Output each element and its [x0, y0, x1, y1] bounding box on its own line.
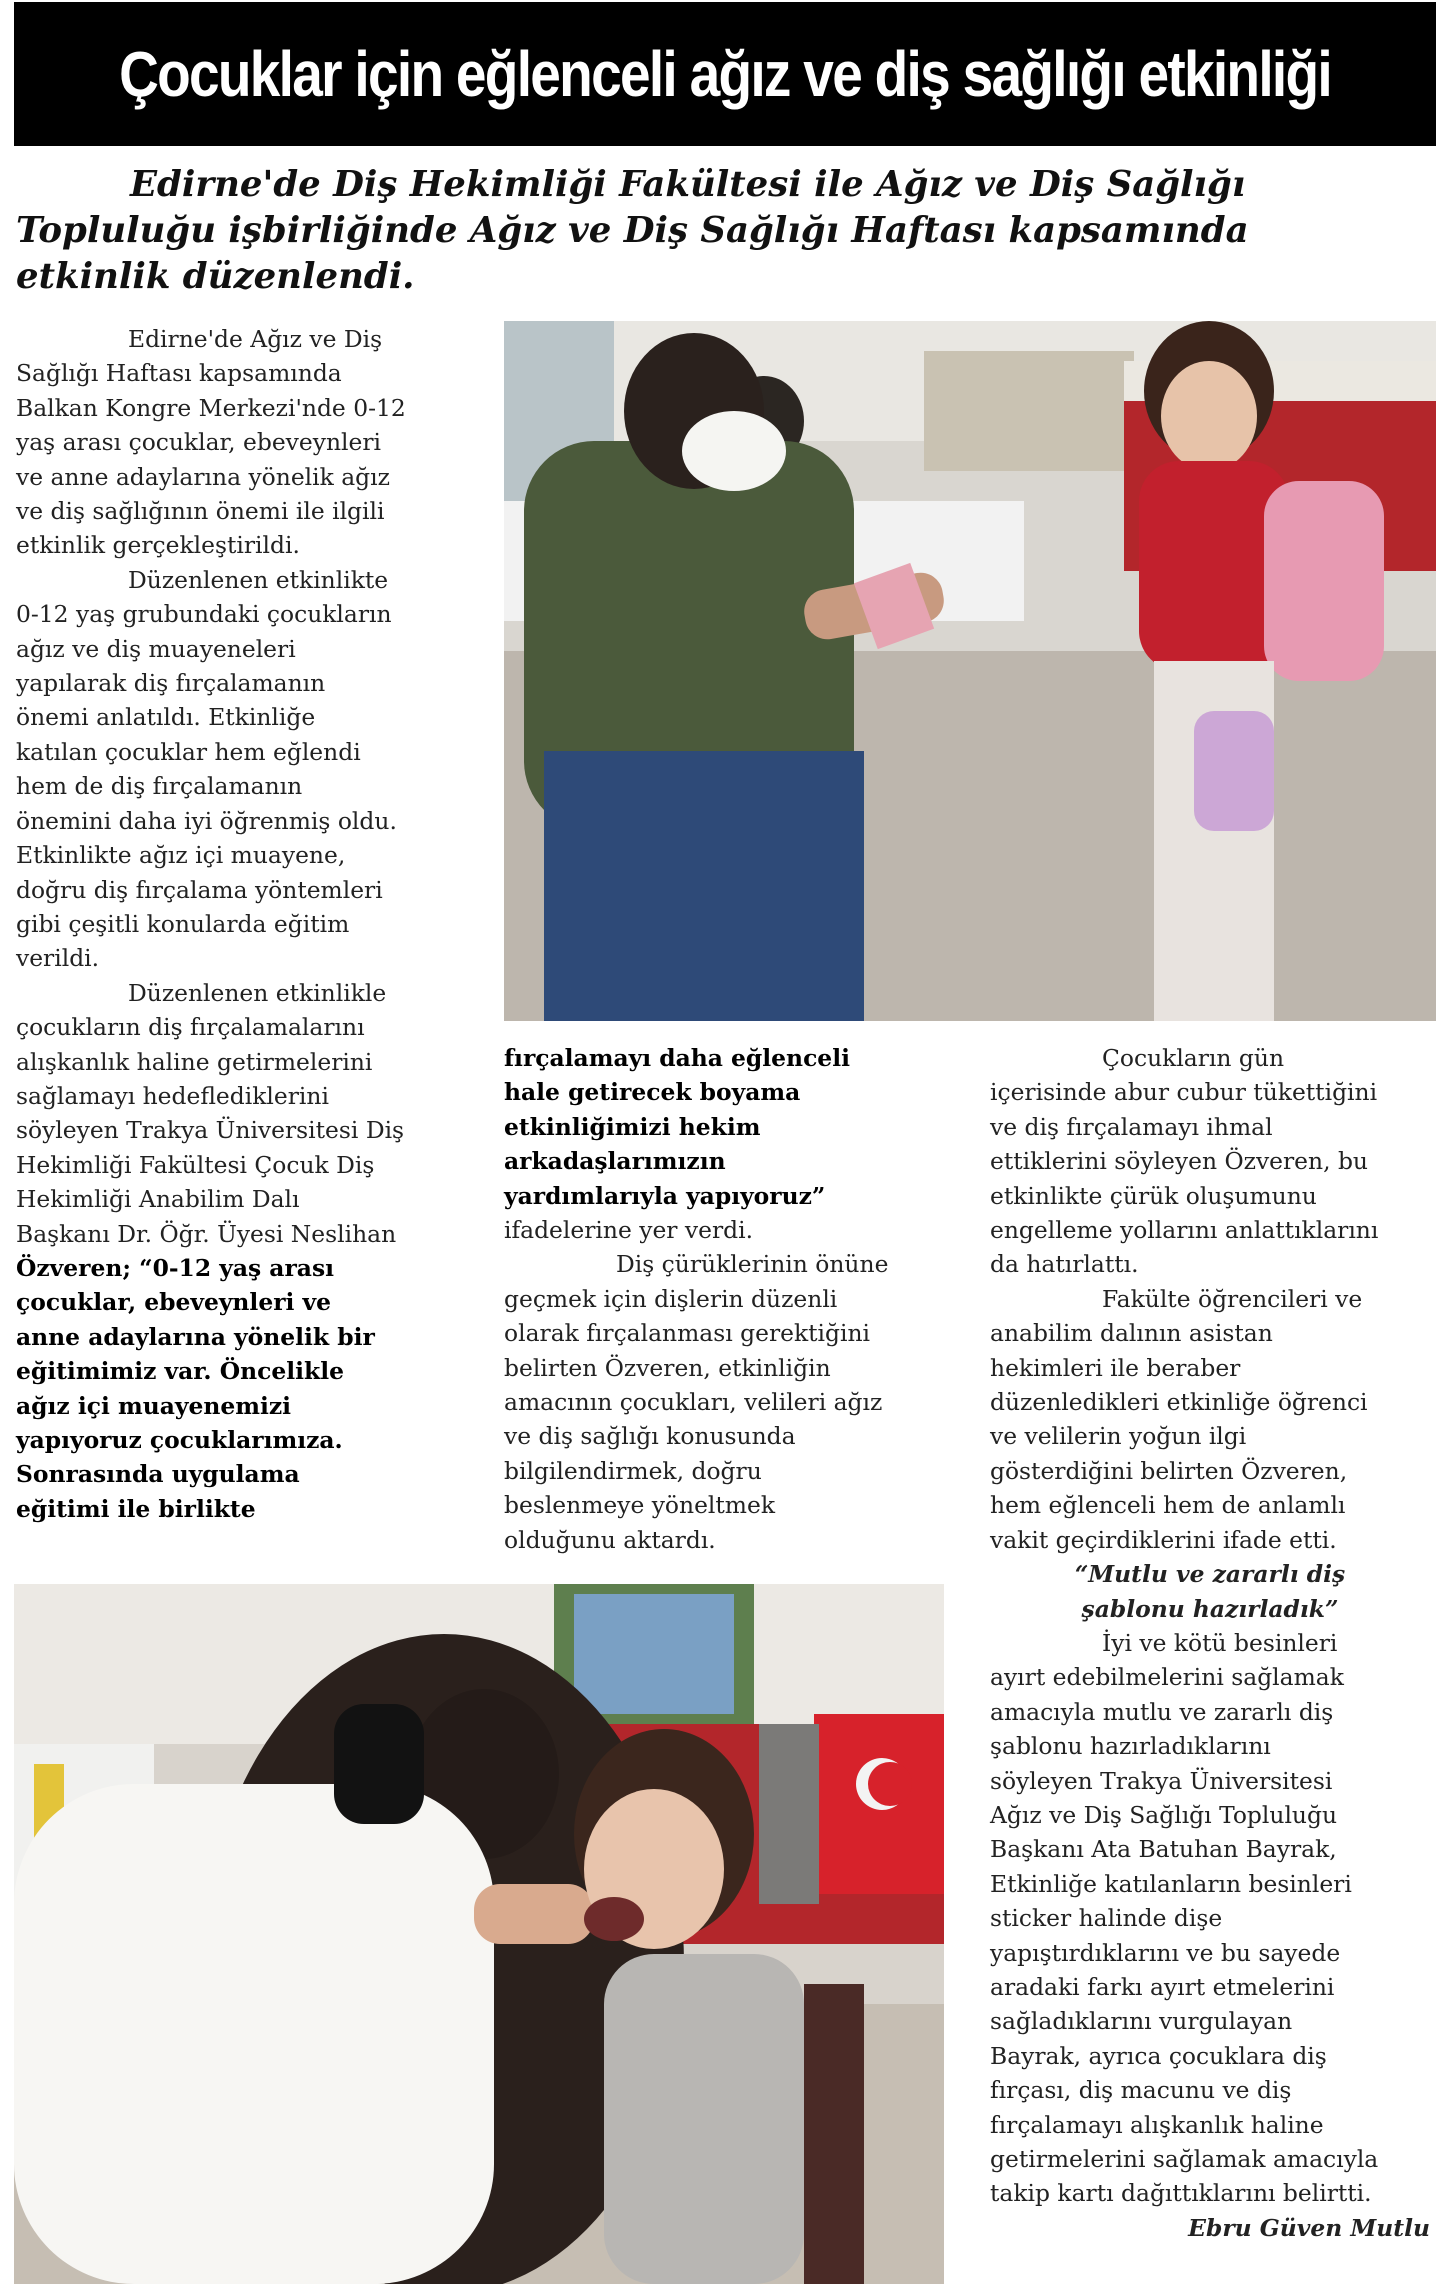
text-line: aradaki farkı ayırt etmelerini [990, 1972, 1335, 2001]
text-line: beslenmeye yöneltmek [504, 1491, 776, 1520]
text-line: önemini daha iyi öğrenmiş oldu. [16, 806, 397, 835]
text-line: Etkinlikte ağız içi muayene, [16, 841, 346, 870]
text-line: Hekimliği Anabilim Dalı [16, 1185, 300, 1214]
text-line: sticker halinde dişe [990, 1904, 1223, 1933]
text-line: gösterdiğini belirten Özveren, [990, 1456, 1348, 1485]
author-byline: Ebru Güven Mutlu [1188, 2213, 1430, 2242]
text-line: yapılarak diş fırçalamanın [16, 669, 326, 698]
text-line: İyi ve kötü besinleri [1102, 1628, 1338, 1657]
article-column-2 [504, 1041, 964, 1557]
text-line: doğru diş fırçalama yöntemleri [16, 875, 383, 904]
text-line: yardımlarıyla yapıyoruz” [504, 1181, 826, 1210]
text-line: Ağız ve Diş Sağlığı Topluluğu [990, 1800, 1338, 1829]
text-line: fırçalamayı alışkanlık haline [990, 2110, 1324, 2139]
text-line: hale getirecek boyama [504, 1078, 801, 1107]
text-line: alışkanlık haline getirmelerini [16, 1047, 373, 1076]
lead-line: etkinlik düzenlendi. [16, 256, 415, 297]
text-line: anne adaylarına yönelik bir [16, 1322, 375, 1351]
text-line: düzenledikleri etkinliğe öğrenci [990, 1388, 1368, 1417]
dental-exam-photo [14, 1584, 944, 2284]
lead-line: Edirne'de Diş Hekimliği Fakültesi ile Ağız ve Diş Sağlığı [130, 164, 1246, 205]
text-line: da hatırlattı. [990, 1250, 1139, 1279]
text-line: etkinlikte çürük oluşumunu [990, 1181, 1317, 1210]
text-line: verildi. [16, 944, 100, 973]
dental-checkup-gift-photo [504, 321, 1436, 1021]
text-line: ağız içi muayenemizi [16, 1391, 292, 1420]
text-line: hekimleri ile beraber [990, 1353, 1241, 1382]
lead-paragraph [16, 162, 1436, 300]
text-line: arkadaşlarımızın [504, 1147, 726, 1176]
article-column-1 [16, 322, 476, 1526]
text-line: yapıyoruz çocuklarımıza. [16, 1426, 343, 1454]
text-line: ve velilerin yoğun ilgi [990, 1422, 1247, 1451]
text-line: bilgilendirmek, doğru [504, 1456, 762, 1485]
text-line: belirten Özveren, etkinliğin [504, 1353, 831, 1382]
text-line: etkinlik gerçekleştirildi. [16, 531, 300, 560]
text-line: çocuklar, ebeveynleri ve [16, 1288, 332, 1317]
text-line: vakit geçirdiklerini ifade etti. [990, 1525, 1337, 1554]
lead-line: Topluluğu işbirliğinde Ağız ve Diş Sağlığı Haftası kapsamında [16, 210, 1249, 251]
headline: Çocuklar için eğlenceli ağız ve diş sağlığı etkinliği [119, 38, 1331, 110]
text-line: Çocukların gün [1102, 1044, 1285, 1072]
text-line: ayırt edebilmelerini sağlamak [990, 1663, 1344, 1692]
text-line: ve diş sağlığı konusunda [504, 1422, 796, 1451]
text-line: ve diş fırçalamayı ihmal [990, 1112, 1273, 1141]
text-line: sağladıklarını vurgulayan [990, 2007, 1293, 2036]
article-column-3 [990, 1041, 1430, 2245]
text-line: çocukların diş fırçalamalarını [16, 1013, 365, 1042]
text-line: olduğunu aktardı. [504, 1525, 716, 1554]
text-line: yapıştırdıklarını ve bu sayede [990, 1938, 1341, 1967]
headline-bar [14, 2, 1436, 146]
text-line: Sağlığı Haftası kapsamında [16, 359, 342, 388]
text-line: amacının çocukları, velileri ağız [504, 1388, 883, 1417]
photo-illustration [504, 321, 1436, 1021]
text-line: fırçası, diş macunu ve diş [990, 2076, 1292, 2105]
text-line: eğitimimiz var. Öncelikle [16, 1357, 344, 1386]
text-line: söyleyen Trakya Üniversitesi [990, 1766, 1333, 1795]
text-line: hem eğlenceli hem de anlamlı [990, 1491, 1346, 1520]
text-line: söyleyen Trakya Üniversitesi Diş [16, 1116, 405, 1145]
text-line: Fakülte öğrencileri ve [1102, 1284, 1363, 1313]
text-line: içerisinde abur cubur tükettiğini [990, 1078, 1378, 1107]
text-line: Düzenlenen etkinlikle [128, 978, 387, 1007]
text-line: geçmek için dişlerin düzenli [504, 1284, 838, 1313]
text-line: Balkan Kongre Merkezi'nde 0-12 [16, 393, 406, 422]
text-line: Başkanı Ata Batuhan Bayrak, [990, 1835, 1337, 1864]
text-line: Edirne'de Ağız ve Diş [128, 325, 383, 353]
text-line: olarak fırçalanması gerektiğini [504, 1319, 871, 1348]
text-line: sağlamayı hedeflediklerini [16, 1081, 329, 1110]
text-line: etkinliğimizi hekim [504, 1112, 761, 1141]
text-line: takip kartı dağıttıklarını belirtti. [990, 2179, 1372, 2208]
text-line: fırçalamayı daha eğlenceli [504, 1044, 850, 1072]
text-line: amacıyla mutlu ve zararlı diş [990, 1697, 1334, 1726]
text-line: ettiklerini söyleyen Özveren, bu [990, 1147, 1368, 1176]
text-line: Hekimliği Fakültesi Çocuk Diş [16, 1150, 375, 1179]
text-line: getirmelerini sağlamak amacıyla [990, 2145, 1379, 2173]
text-line: ağız ve diş muayeneleri [16, 634, 296, 663]
text-line: engelleme yollarını anlattıklarını [990, 1216, 1379, 1245]
text-line: katılan çocuklar hem eğlendi [16, 737, 361, 766]
text-line: 0-12 yaş grubundaki çocukların [16, 600, 392, 629]
text-line: şablonu hazırladıklarını [990, 1732, 1271, 1761]
text-line: ve anne adaylarına yönelik ağız [16, 462, 390, 491]
text-line: hem de diş fırçalamanın [16, 772, 303, 801]
text-line: eğitimi ile birlikte [16, 1494, 256, 1523]
text-line: ve diş sağlığının önemi ile ilgili [16, 497, 385, 526]
text-line: Düzenlenen etkinlikte [128, 565, 389, 594]
text-line: Diş çürüklerinin önüne [616, 1250, 889, 1279]
text-line: Başkanı Dr. Öğr. Üyesi Neslihan [16, 1219, 397, 1248]
text-line: önemi anlatıldı. Etkinliğe [16, 703, 316, 732]
text-line: gibi çeşitli konularda eğitim [16, 909, 350, 938]
text-line: ifadelerine yer verdi. [504, 1216, 754, 1245]
text-line: Bayrak, ayrıca çocuklara diş [990, 2041, 1327, 2070]
subheading: “Mutlu ve zararlı diş [1074, 1560, 1346, 1589]
text-line: Sonrasında uygulama [16, 1460, 300, 1489]
photo-illustration [14, 1584, 944, 2284]
subheading: şablonu hazırladık” [1081, 1594, 1339, 1623]
text-line: anabilim dalının asistan [990, 1319, 1273, 1348]
text-line: yaş arası çocuklar, ebeveynleri [16, 428, 381, 457]
text-line: Özveren; “0-12 yaş arası [16, 1253, 335, 1282]
text-line: Etkinliğe katılanların besinleri [990, 1869, 1352, 1898]
